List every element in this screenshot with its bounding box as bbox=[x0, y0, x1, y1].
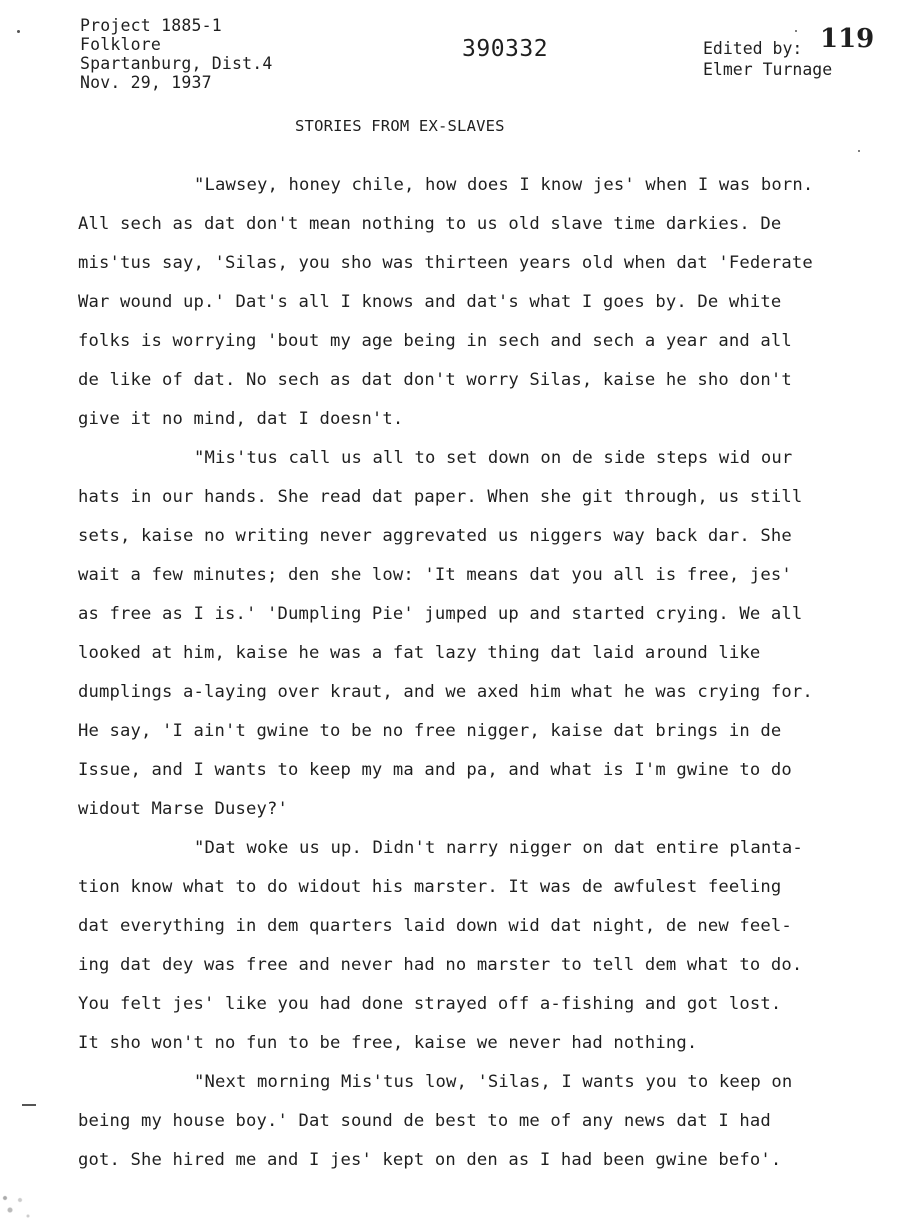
story-line: got. She hired me and I jes' kept on den as I had been gwine befo'. bbox=[78, 1150, 782, 1170]
story-line: "Mis'tus call us all to set down on de side steps wid our bbox=[194, 448, 793, 468]
margin-speck bbox=[795, 30, 797, 32]
corner-smudge bbox=[0, 1190, 40, 1224]
story-line: War wound up.' Dat's all I knows and dat's what I goes by. De white bbox=[78, 292, 782, 312]
story-line: "Lawsey, honey chile, how does I know jes' when I was born. bbox=[194, 175, 814, 195]
page-number: 119 bbox=[820, 24, 875, 54]
project-label: Project 1885-1 bbox=[80, 16, 222, 35]
story-line: ing dat dey was free and never had no marster to tell dem what to do. bbox=[78, 955, 803, 975]
story-line: hats in our hands. She read dat paper. When she git through, us still bbox=[78, 487, 803, 507]
story-line: de like of dat. No sech as dat don't worry Silas, kaise he sho don't bbox=[78, 370, 792, 390]
story-text bbox=[78, 172, 813, 1186]
story-line: looked at him, kaise he was a fat lazy thing dat laid around like bbox=[78, 643, 761, 663]
editor-info bbox=[703, 38, 832, 80]
story-line: dat everything in dem quarters laid down wid dat night, de new feel- bbox=[78, 916, 792, 936]
story-line: dumplings a-laying over kraut, and we axed him what he was crying for. bbox=[78, 682, 813, 702]
story-line: You felt jes' like you had done strayed off a-fishing and got lost. bbox=[78, 994, 782, 1014]
story-line: widout Marse Dusey?' bbox=[78, 799, 288, 819]
story-line: "Next morning Mis'tus low, 'Silas, I wants you to keep on bbox=[194, 1072, 793, 1092]
edited-by-label: Edited by: bbox=[703, 39, 803, 58]
story-line: tion know what to do widout his marster. It was de awfulest feeling bbox=[78, 877, 782, 897]
story-line: "Dat woke us up. Didn't narry nigger on dat entire planta- bbox=[194, 838, 803, 858]
story-line: wait a few minutes; den she low: 'It means dat you all is free, jes' bbox=[78, 565, 792, 585]
story-line: being my house boy.' Dat sound de best to me of any news dat I had bbox=[78, 1111, 771, 1131]
story-line: He say, 'I ain't gwine to be no free nigger, kaise dat brings in de bbox=[78, 721, 782, 741]
story-line: Issue, and I wants to keep my ma and pa, and what is I'm gwine to do bbox=[78, 760, 792, 780]
story-line: folks is worrying 'bout my age being in sech and sech a year and all bbox=[78, 331, 792, 351]
document-number: 390332 bbox=[462, 36, 549, 62]
header-info bbox=[80, 16, 273, 92]
margin-mark bbox=[22, 1104, 36, 1106]
margin-speck bbox=[17, 30, 20, 33]
margin-speck bbox=[858, 150, 860, 152]
story-line: mis'tus say, 'Silas, you sho was thirteen years old when dat 'Federate bbox=[78, 253, 813, 273]
story-line: as free as I is.' 'Dumpling Pie' jumped up and started crying. We all bbox=[78, 604, 803, 624]
category-label: Folklore bbox=[80, 35, 162, 54]
date-label: Nov. 29, 1937 bbox=[80, 73, 212, 92]
story-line: sets, kaise no writing never aggrevated us niggers way back dar. She bbox=[78, 526, 792, 546]
editor-name: Elmer Turnage bbox=[703, 60, 833, 79]
story-line: It sho won't no fun to be free, kaise we never had nothing. bbox=[78, 1033, 698, 1053]
location-label: Spartanburg, Dist.4 bbox=[80, 54, 273, 73]
story-line: All sech as dat don't mean nothing to us old slave time darkies. De bbox=[78, 214, 782, 234]
story-line: give it no mind, dat I doesn't. bbox=[78, 409, 404, 429]
page-title: STORIES FROM EX-SLAVES bbox=[295, 117, 505, 135]
